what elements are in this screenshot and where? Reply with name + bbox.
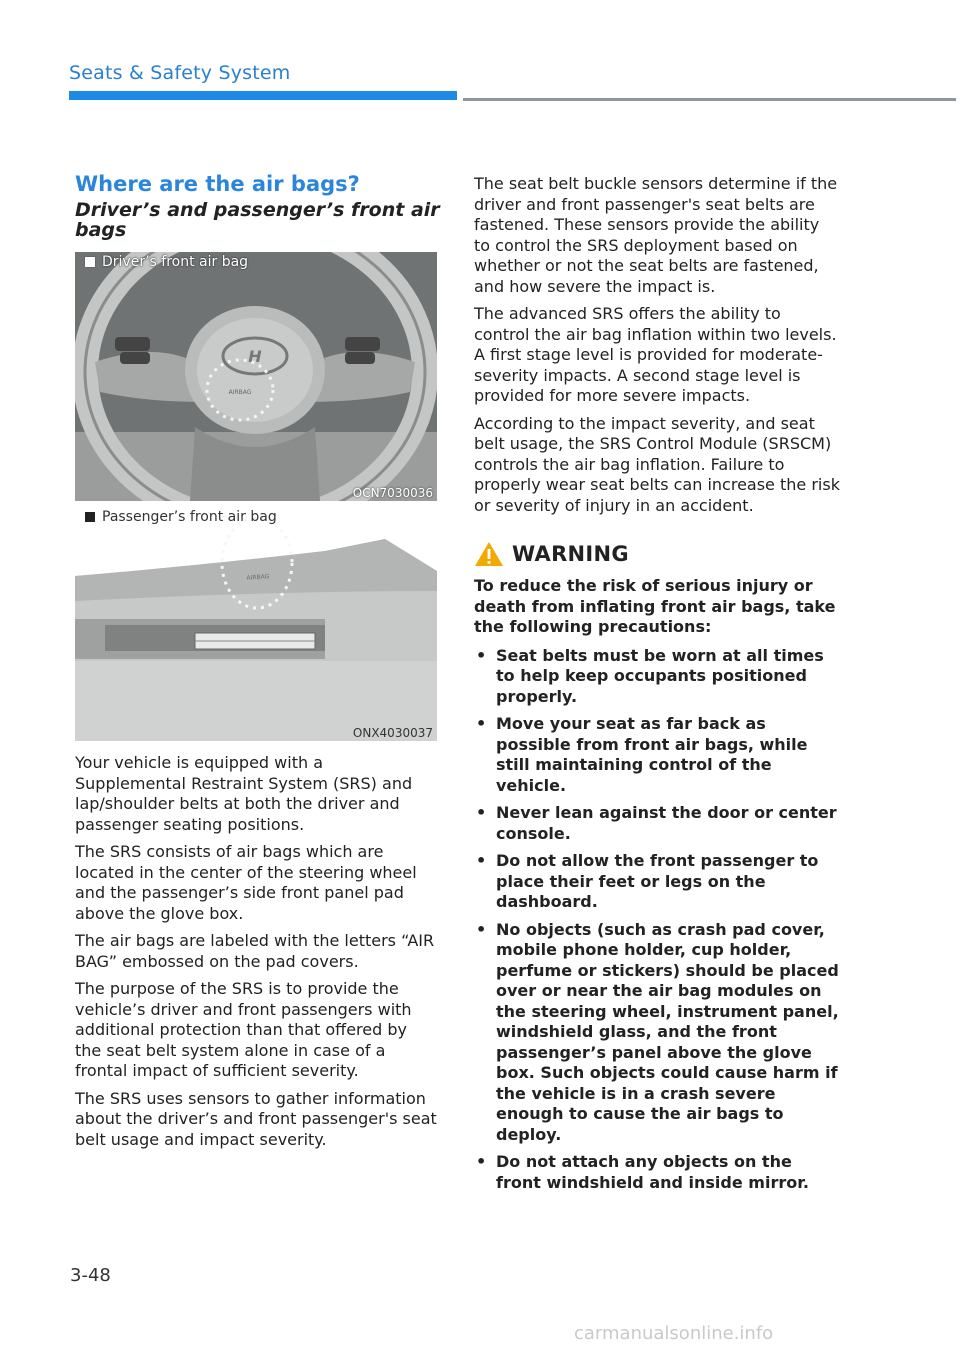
left-column [75,172,440,1157]
body-paragraph: The seat belt buckle sensors determine if the driver and front passenger's seat belts are fastened. These sensors provide the ability to control the SRS deployment based on whether or not the seat belts are fastened, and how severe the impact is. [474,174,838,296]
bullet-icon: • [476,803,487,822]
list-item: • Never lean against the door or center console. [476,803,837,843]
warning-list [474,646,840,1194]
figure-caption [85,254,248,270]
bullet-icon: • [476,919,487,939]
svg-text:H: H [248,347,262,366]
warning-header [474,540,840,568]
section-heading: Where are the air bags? [75,172,360,196]
bullet-icon: • [476,714,487,733]
list-item: • No objects (such as crash pad cover, mobile phone holder, cup holder, perfume or stickers) should be placed over or near the air bag modules on the steering wheel, instrument panel, windshield glass, and the front passenger’s panel above the glove box. Such objects could cause harm if the vehicle is in a crash severe enough to cause the air bags to deploy. [476,919,839,1144]
bullet-icon: • [476,645,487,665]
square-bullet-icon [85,512,95,522]
body-paragraph: The air bags are labeled with the letters “AIR BAG” embossed on the pad covers. [75,931,435,971]
header-section-title: Seats & Safety System [69,62,291,84]
steering-wheel-illustration [75,252,437,501]
sub-heading: Driver’s and passenger’s front air bags [75,199,440,241]
dashboard-illustration [75,501,437,741]
figure-code: OCN7030036 [352,486,433,500]
driver-airbag-figure [75,252,437,501]
header-rule-gray [463,98,956,101]
list-item: • Seat belts must be worn at all times to help keep occupants positioned properly. [476,645,824,706]
body-paragraph: The advanced SRS offers the ability to control the air bag inflation within two levels. A first stage level is provided for moderate-severity impacts. A second stage level is provided for more severe impacts. [474,304,837,405]
warning-triangle-icon [474,540,504,568]
warning-title: WARNING [512,542,629,566]
figure-caption-text: Passenger’s front air bag [102,509,277,525]
square-bullet-icon [85,257,95,267]
bullet-icon: • [476,851,487,870]
body-paragraph: The purpose of the SRS is to provide the vehicle’s driver and front passengers with additional protection than that offered by the seat belt system alone in case of a frontal impact of sufficient severity. [75,979,412,1080]
body-paragraph: The SRS consists of air bags which are located in the center of the steering wheel and the passenger’s side front panel pad above the glove box. [75,842,417,923]
page-number: 3-48 [70,1265,111,1286]
svg-text:AIRBAG: AIRBAG [228,389,252,396]
body-paragraph: According to the impact severity, and seat belt usage, the SRS Control Module (SRSCM) controls the air bag inflation. Failure to properly wear seat belts can increase the risk or severity of injury in an accident. [474,413,840,515]
list-item: • Move your seat as far back as possible from front air bags, while still maintaining control of the vehicle. [476,714,808,795]
warning-intro: To reduce the risk of serious injury or death from inflating front air bags, take the following precautions: [474,576,836,636]
list-item: • Do not attach any objects on the front windshield and inside mirror. [476,1152,809,1192]
bullet-icon: • [476,1152,487,1171]
body-paragraph: Your vehicle is equipped with a Supplemental Restraint System (SRS) and lap/shoulder belts at both the driver and passenger seating positions. [75,753,413,834]
figure-code: ONX4030037 [352,726,433,740]
body-paragraph: The SRS uses sensors to gather information about the driver’s and front passenger's seat belt usage and impact severity. [75,1088,437,1149]
header-rule-blue [69,91,457,100]
passenger-airbag-figure [75,501,437,741]
watermark: carmanualsonline.info [574,1323,774,1344]
list-item: • Do not allow the front passenger to place their feet or legs on the dashboard. [476,851,819,911]
figure-caption [85,509,277,525]
right-column [474,174,840,1200]
figure-caption-text: Driver’s front air bag [102,254,249,270]
svg-text:AIRBAG: AIRBAG [246,573,270,582]
